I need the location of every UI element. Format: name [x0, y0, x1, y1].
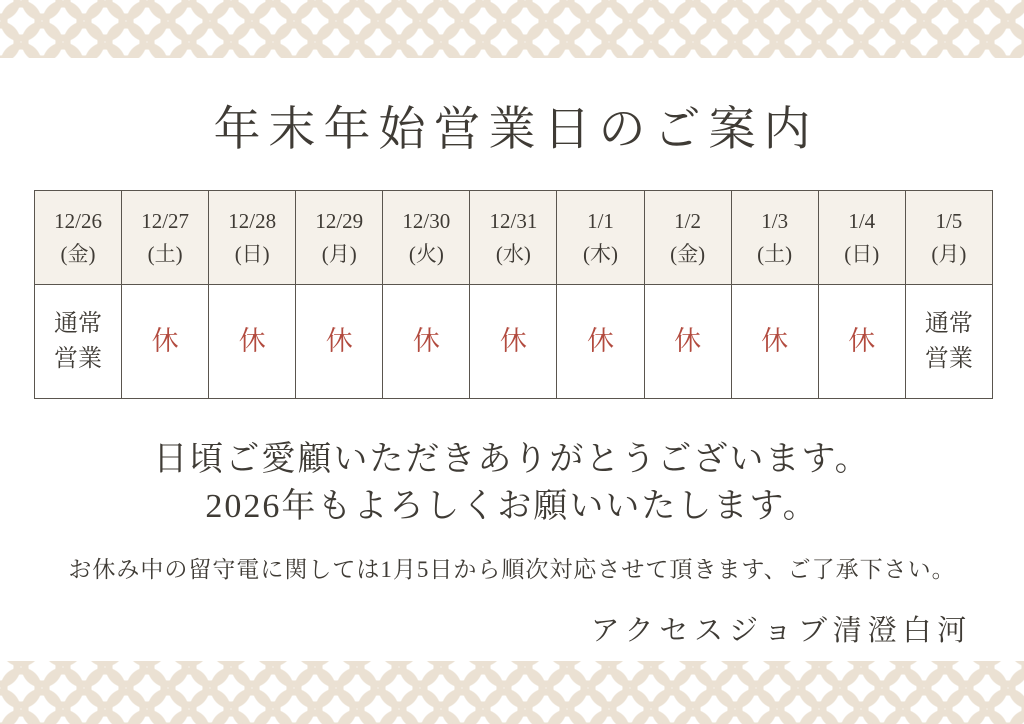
weekday-label: (月): [931, 241, 967, 266]
date-cell: [296, 191, 383, 285]
status-row: [35, 285, 993, 399]
open-label-line: 通常: [54, 310, 103, 337]
schedule-table: [34, 190, 993, 399]
shippou-pattern-bottom: [0, 661, 1024, 724]
status-cell: 休: [470, 285, 557, 399]
weekday-label: (金): [670, 241, 706, 266]
greeting-line-2: 2026年もよろしくお願いいたします。: [205, 488, 819, 525]
date-label: 1/2: [674, 208, 701, 233]
weekday-label: (土): [757, 241, 793, 266]
weekday-label: (木): [583, 241, 618, 266]
weekday-label: (月): [321, 241, 357, 266]
date-cell: [557, 191, 644, 285]
status-cell: 休: [122, 285, 209, 399]
date-header-row: [35, 191, 993, 285]
date-label: 12/29: [315, 208, 364, 233]
date-label: 12/28: [228, 208, 277, 233]
page-title: 年末年始営業日のご案内: [213, 104, 819, 156]
greeting-line-1: 日頃ご愛顧いただきありがとうございます。: [153, 441, 871, 478]
date-cell: [470, 191, 557, 285]
weekday-label: (土): [147, 241, 183, 266]
status-cell: 休: [818, 285, 905, 399]
status-cell: [35, 285, 122, 399]
status-cell: 休: [644, 285, 731, 399]
open-label-line: 営業: [924, 345, 973, 372]
status-cell: 休: [209, 285, 296, 399]
status-cell: 休: [383, 285, 470, 399]
date-label: 12/30: [402, 208, 451, 233]
weekday-label: (火): [408, 241, 444, 266]
voicemail-note: お休み中の留守電に関しては1月5日から順次対応させて頂きます、ご了承下さい。: [68, 557, 956, 582]
date-label: 1/1: [587, 208, 614, 233]
date-label: 12/26: [54, 208, 102, 233]
date-label: 1/4: [848, 208, 876, 233]
open-label-line: 営業: [54, 345, 103, 372]
date-label: 12/27: [141, 208, 190, 233]
date-cell: [905, 191, 992, 285]
weekday-label: (日): [844, 241, 880, 266]
date-label: 1/3: [761, 208, 789, 233]
shippou-pattern-top: [0, 0, 1024, 58]
date-cell: [731, 191, 818, 285]
status-cell: 休: [296, 285, 383, 399]
date-label: 1/5: [935, 208, 963, 233]
open-label-line: 通常: [924, 310, 973, 337]
date-cell: [122, 191, 209, 285]
date-cell: [383, 191, 470, 285]
status-cell: [905, 285, 992, 399]
date-cell: [644, 191, 731, 285]
greeting-text: [0, 436, 1024, 530]
status-cell: 休: [557, 285, 644, 399]
date-cell: [818, 191, 905, 285]
weekday-label: (日): [234, 241, 270, 266]
company-signature: アクセスジョブ清澄白河: [590, 615, 972, 647]
date-cell: [35, 191, 122, 285]
date-label: 12/31: [489, 208, 538, 233]
status-cell: 休: [731, 285, 818, 399]
weekday-label: (金): [60, 241, 96, 266]
date-cell: [209, 191, 296, 285]
weekday-label: (水): [495, 241, 531, 266]
